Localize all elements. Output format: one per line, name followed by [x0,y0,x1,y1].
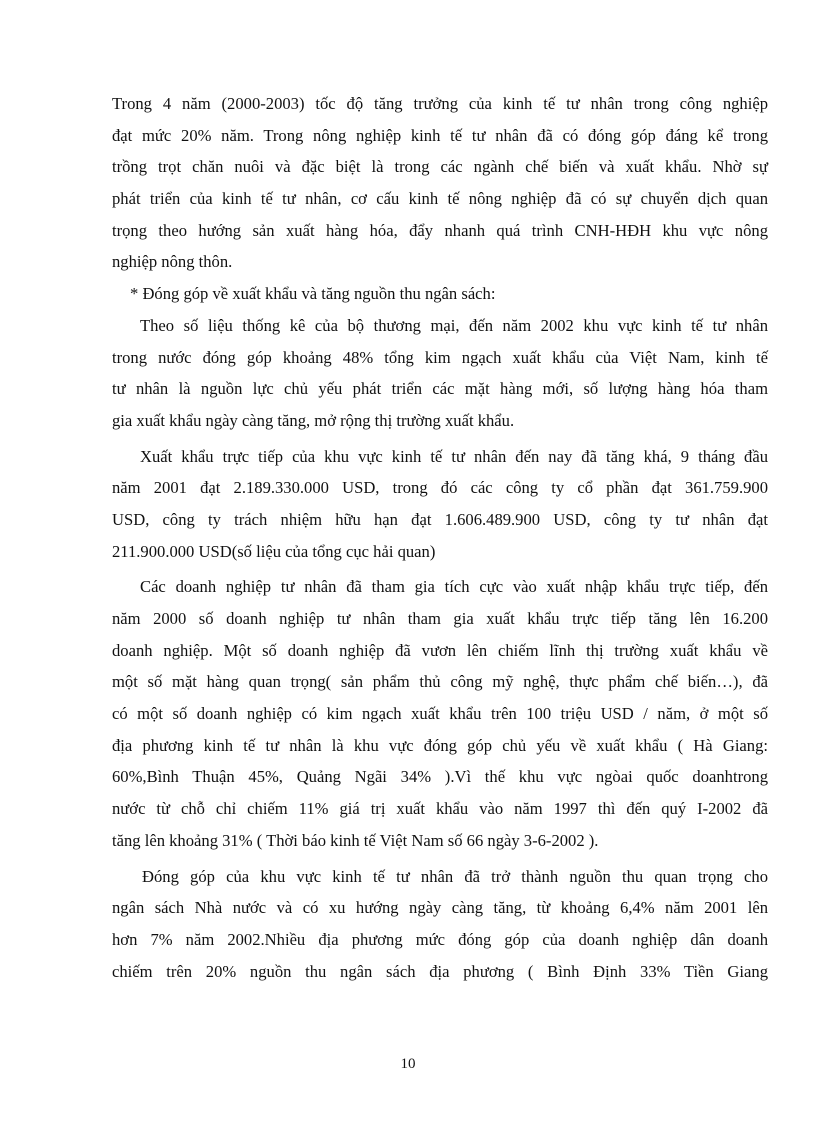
text-line: nước từ chỗ chỉ chiếm 11% giá trị xuất khẩu vào năm 1997 thì đến quý I-2002 đã [112,799,768,819]
text-line: Xuất khẩu trực tiếp của khu vực kinh tế tư nhân đến nay đã tăng khá, 9 tháng đầu [140,446,768,466]
text-line: có một số doanh nghiệp có kim ngạch xuất khẩu trên 100 triệu USD / năm, ở một số [112,704,768,724]
text-line: Theo số liệu thống kê của bộ thương mại, đến năm 2002 khu vực kinh tế tư nhân [140,315,768,335]
text-line: hơn 7% năm 2002.Nhiều địa phương mức đóng góp của doanh nghiệp dân doanh [112,929,768,949]
text-line: năm 2001 đạt 2.189.330.000 USD, trong đó các công ty cổ phần đạt 361.759.900 [112,478,768,498]
text-line: USD, công ty trách nhiệm hữu hạn đạt 1.606.489.900 USD, công ty tư nhân đạt [112,509,768,529]
text-line: trọng theo hướng sản xuất hàng hóa, đẩy nhanh quá trình CNH-HĐH khu vực nông [112,220,768,240]
text-line: trong nước đóng góp khoảng 48% tổng kim ngạch xuất khẩu của Việt Nam, kinh tế [112,347,768,367]
text-line: 60%,Bình Thuận 45%, Quảng Ngãi 34% ).Vì thế khu vực ngòai quốc doanhtrong [112,767,768,787]
paragraph-export-share [112,310,768,437]
text-line: chiếm trên 20% nguồn thu ngân sách địa phương ( Bình Định 33% Tiền Giang [112,961,768,981]
paragraph-direct-exports [112,441,768,568]
text-line: trồng trọt chăn nuôi và đặc biệt là trong các ngành chế biến và xuất khẩu. Nhờ sự [112,157,768,177]
text-line: tăng lên khoảng 31% ( Thời báo kinh tế Việt Nam số 66 ngày 3-6-2002 ). [112,830,599,850]
heading-line: * Đóng góp về xuất khẩu và tăng nguồn thu ngân sách: [130,284,496,304]
section-heading-export-contribution [112,278,768,310]
text-line: đạt mức 20% năm. Trong nông nghiệp kinh tế tư nhân đã có đóng góp đáng kể trong [112,125,768,145]
paragraph-budget-contribution [112,861,768,988]
text-line: Đóng góp của khu vực kinh tế tư nhân đã trở thành nguồn thu quan trọng cho [142,866,768,886]
text-line: tư nhân là nguồn lực chủ yếu phát triển các mặt hàng mới, số lượng hàng hóa tham [112,379,768,399]
text-line: doanh nghiệp. Một số doanh nghiệp đã vươn lên chiếm lĩnh thị trường xuất khẩu về [112,640,768,660]
document-page [112,88,768,987]
text-line: Các doanh nghiệp tư nhân đã tham gia tích cực vào xuất nhập khẩu trực tiếp, đến [140,577,768,597]
text-line: nghiệp nông thôn. [112,252,233,272]
text-line: 211.900.000 USD(số liệu của tổng cục hải quan) [112,541,436,561]
page-number: 10 [400,1056,416,1072]
text-line: năm 2000 số doanh nghiệp tư nhân tham gia xuất khẩu trực tiếp tăng lên 16.200 [112,609,768,628]
text-line: một số mặt hàng quan trọng( sản phẩm thủ công mỹ nghệ, thực phẩm chế biến…), đã [112,672,768,692]
text-line: ngân sách Nhà nước và có xu hướng ngày càng tăng, từ khoảng 6,4% năm 2001 lên [112,898,768,918]
text-line: địa phương kinh tế tư nhân là khu vực đóng góp chủ yếu về xuất khẩu ( Hà Giang: [112,735,768,755]
paragraph-private-sector-growth [112,88,768,278]
paragraph-private-enterprises-export [112,571,768,856]
text-line: Trong 4 năm (2000-2003) tốc độ tăng trưởng của kinh tế tư nhân trong công nghiệp [112,94,768,113]
text-line: phát triển của kinh tế tư nhân, cơ cấu kinh tế nông nghiệp đã có sự chuyển dịch quan [112,189,768,209]
text-line: gia xuất khẩu ngày càng tăng, mở rộng thị trường xuất khẩu. [112,410,515,430]
